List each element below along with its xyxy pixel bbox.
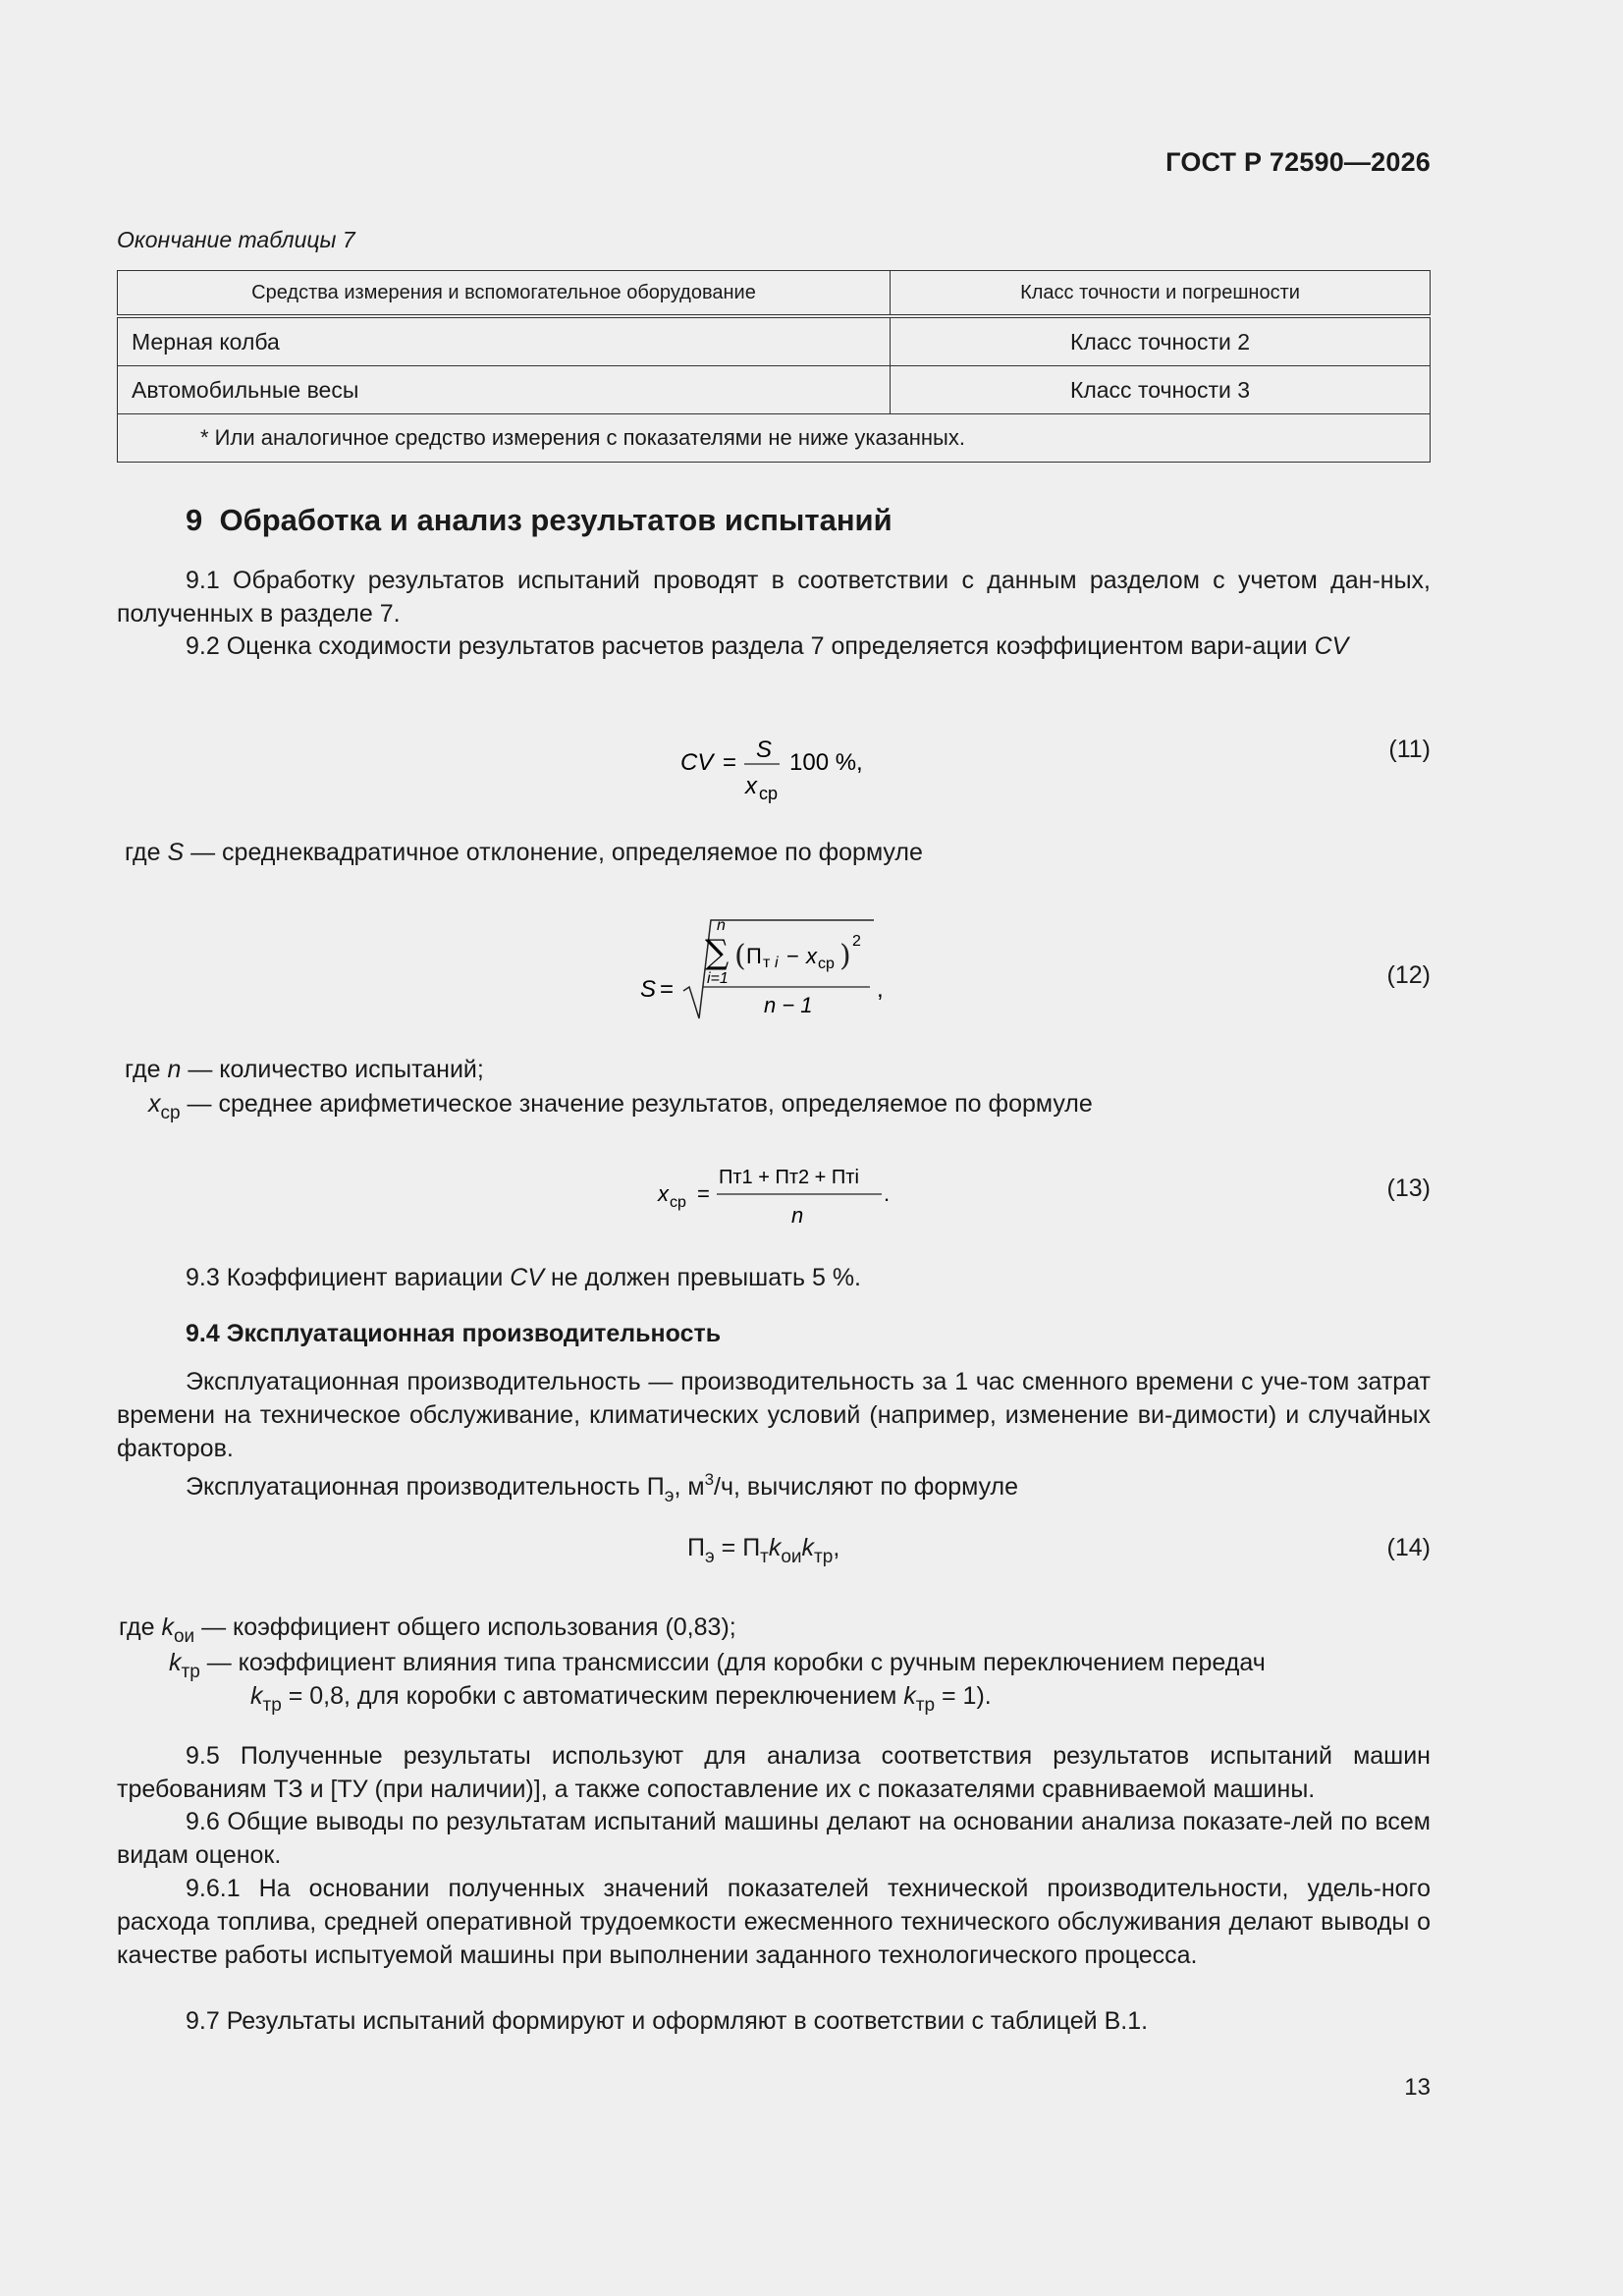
table-note: * Или аналогичное средство измерения с показателями не ниже указанных. bbox=[118, 414, 1431, 463]
svg-text:x: x bbox=[658, 1181, 669, 1206]
page-number: 13 bbox=[1404, 2074, 1431, 2101]
table-caption: Окончание таблицы 7 bbox=[117, 227, 355, 252]
svg-text:ср: ср bbox=[818, 956, 835, 972]
formula-12-graphic bbox=[628, 908, 923, 1026]
svg-text:n − 1: n − 1 bbox=[764, 993, 813, 1017]
standard-code: ГОСТ Р 72590—2026 bbox=[1165, 147, 1431, 177]
formula-number: (14) bbox=[1386, 1534, 1431, 1561]
cv-symbol: CV bbox=[1314, 632, 1349, 660]
where-n: где n — количество испытаний; bbox=[125, 1056, 484, 1083]
formula-number: (12) bbox=[1386, 961, 1431, 989]
subsection-heading-9-4: 9.4 Эксплуатационная производительность bbox=[186, 1320, 722, 1347]
formula-eq: = bbox=[723, 749, 737, 776]
section-heading bbox=[186, 503, 893, 538]
where-k-tr-cont: $k_{тр} = 0,8$, для коробки с автоматическим переключением $k_{тр} = 1$). bbox=[250, 1682, 992, 1716]
table-row bbox=[118, 316, 1431, 366]
svg-text:n: n bbox=[717, 917, 726, 934]
paragraph-9-6-1: 9.6.1 На основании полученных значений показателей технической производительности, удель-ного расхода топлива, средней оперативной трудоемкости ежесменного технического обслуживания делают выводы о качестве работы испытуемой машины при выполнении заданного технологического процесса. bbox=[117, 1875, 1431, 1969]
svg-text:.: . bbox=[884, 1181, 891, 1206]
column-header: Класс точности и погрешности bbox=[891, 271, 1431, 317]
table-cell: Класс точности 2 bbox=[891, 316, 1431, 366]
where-k-oi: где $k_{ои}$ — коэффициент общего использования (0,83); bbox=[119, 1613, 736, 1647]
formula-14-text: $П_э = П_тk_{ои}k_{тр}$, bbox=[687, 1534, 840, 1567]
table-cell: Мерная колба bbox=[118, 316, 891, 366]
formula-x-sub: ср bbox=[759, 784, 779, 803]
svg-text:i: i bbox=[775, 955, 779, 971]
paragraph-9-4-1: Эксплуатационная производительность — производительность за 1 час сменного времени с уче-том затрат времени на техническое обслуживание, климатических условий (например, изменение ви-димости) и случайных факторов. bbox=[117, 1368, 1431, 1462]
formula-number: (13) bbox=[1386, 1175, 1431, 1202]
column-header: Средства измерения и вспомогательное оборудование bbox=[118, 271, 891, 317]
section-title: Обработка и анализ результатов испытаний bbox=[219, 503, 893, 537]
svg-text:∑: ∑ bbox=[705, 933, 730, 972]
equipment-table bbox=[117, 270, 1431, 463]
formula-x: x bbox=[745, 773, 757, 799]
formula-13-graphic bbox=[648, 1154, 903, 1232]
svg-text:x: x bbox=[806, 944, 817, 968]
formula-11-graphic bbox=[668, 725, 903, 803]
paragraph-9-7: 9.7 Результаты испытаний формируют и оформляют в соответствии с таблицей В.1. bbox=[186, 2007, 1149, 2035]
paragraph-9-4-2: Эксплуатационная производительность $П_э$, $м^3/ч$, вычисляют по формуле bbox=[186, 1470, 1019, 1506]
table-note-row bbox=[118, 414, 1431, 463]
svg-text:,: , bbox=[877, 976, 884, 1003]
svg-text:т: т bbox=[763, 955, 771, 971]
where-k-tr: $k_{тр}$ — коэффициент влияния типа трансмиссии (для коробки с ручным переключением передач bbox=[169, 1649, 1266, 1682]
paragraph-9-6: 9.6 Общие выводы по результатам испытаний машины делают на основании анализа показате-лей по всем видам оценок. bbox=[117, 1808, 1431, 1869]
paragraph-9-2: 9.2 Оценка сходимости результатов расчетов раздела 7 определяется коэффициентом вари-ации CV bbox=[186, 632, 1349, 660]
formula-tail: 100 %, bbox=[789, 749, 863, 776]
svg-text:(: ( bbox=[734, 939, 746, 973]
svg-text:П: П bbox=[746, 944, 762, 968]
svg-text:n: n bbox=[791, 1203, 804, 1228]
svg-text:i=1: i=1 bbox=[707, 970, 729, 987]
table-header-row bbox=[118, 271, 1431, 317]
section-number: 9 bbox=[186, 503, 203, 537]
paragraph-9-3: 9.3 Коэффициент вариации CV не должен превышать 5 %. bbox=[186, 1264, 861, 1291]
svg-text:=: = bbox=[697, 1181, 710, 1206]
where-s: где S — среднеквадратичное отклонение, определяемое по формуле bbox=[125, 839, 923, 866]
formula-s: S bbox=[756, 737, 773, 763]
table-cell: Класс точности 3 bbox=[891, 366, 1431, 414]
formula-cv: CV bbox=[680, 749, 714, 776]
svg-text:ср: ср bbox=[670, 1194, 686, 1211]
svg-text:2: 2 bbox=[852, 933, 861, 950]
paragraph-9-1: 9.1 Обработку результатов испытаний проводят в соответствии с данным разделом с учетом дан-ных, полученных в разделе 7. bbox=[117, 567, 1431, 628]
where-x: $x_{ср}$ — среднее арифметическое значение результатов, определяемое по формуле bbox=[148, 1090, 1093, 1123]
formula-number: (11) bbox=[1388, 736, 1431, 763]
svg-text:Пт1 + Пт2 + Птi: Пт1 + Пт2 + Птi bbox=[719, 1167, 859, 1188]
table-cell: Автомобильные весы bbox=[118, 366, 891, 414]
table-row bbox=[118, 366, 1431, 414]
paragraph-9-5: 9.5 Полученные результаты используют для анализа соответствия результатов испытаний машин требованиям ТЗ и [ТУ (при наличии)], а также сопоставление их с показателями сравниваемой машины. bbox=[117, 1742, 1431, 1803]
svg-text:): ) bbox=[839, 939, 851, 973]
svg-text:S: S bbox=[640, 976, 657, 1003]
svg-text:−: − bbox=[786, 944, 799, 968]
svg-text:=: = bbox=[660, 976, 675, 1003]
